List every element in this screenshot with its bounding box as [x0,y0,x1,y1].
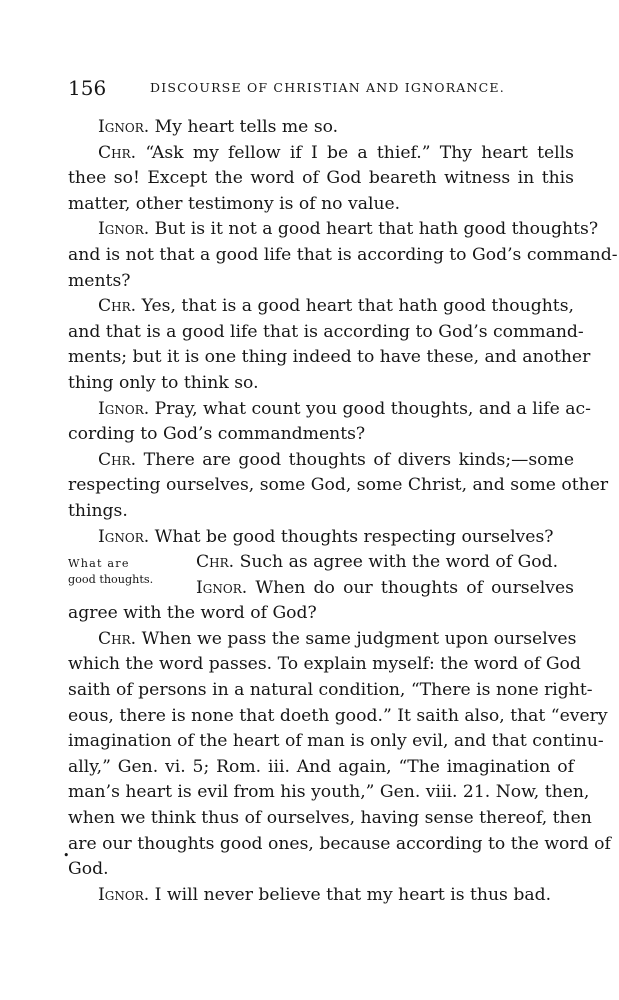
speaker-ignorance: Ignor. [98,219,150,240]
speaker-ignorance: Ignor. [196,577,248,598]
speaker-christian: Chr. [98,449,137,470]
text-line: Ignor. My heart tells me so. [98,117,339,137]
text-line: things. [68,500,128,521]
page-header [68,76,572,102]
text-line: eous, there is none that doeth good.” It saith also, that “every [68,705,608,726]
speaker-christian: Chr. [196,552,235,573]
text-line: are our thoughts good ones, because according to the word of [68,833,611,854]
text-line: Ignor. But is it not a good heart that hath good thoughts? [98,219,599,240]
text-line: respecting ourselves, some God, some Christ, and some other [68,475,609,496]
text-line: Chr. There are good thoughts of divers kinds;—some [98,449,574,470]
running-head: DISCOURSE OF CHRISTIAN AND IGNORANCE. [150,80,505,95]
text-line: thee so! Except the word of God beareth witness in this [68,168,574,189]
text-line: ments? [68,270,131,291]
speaker-christian: Chr. [98,142,137,163]
speaker-ignorance: Ignor. [98,884,150,905]
text-line: matter, other testimony is of no value. [68,193,401,214]
text-line: Ignor. Pray, what count you good thoughts, and a life ac- [98,398,591,419]
text-line: agree with the word of God? [68,603,317,624]
speaker-ignorance: Ignor. [98,117,150,137]
text-line: imagination of the heart of man is only evil, and that continu- [68,731,604,752]
text-line: saith of persons in a natural condition, “There is none right- [68,680,593,701]
text-line: when we think thus of ourselves, having sense thereof, then [68,808,592,829]
text-line: Chr. “Ask my fellow if I be a thief.” Thy heart tells [98,142,574,163]
text-line: and that is a good life that is according to God’s command- [68,321,584,342]
text-line: ally,” Gen. vi. 5; Rom. iii. And again, “The imagination of [68,756,574,777]
text-line: Ignor. What be good thoughts respecting ourselves? [98,526,554,547]
text-line: and is not that a good life that is according to God’s command- [68,244,618,265]
page-number: 156 [68,76,107,100]
speaker-christian: Chr. [98,296,137,317]
text-line: thing only to think so. [68,372,259,393]
text-line: Chr. Yes, that is a good heart that hath good thoughts, [98,296,574,317]
margin-note-line-1: What are [68,557,130,570]
body-text [68,115,618,908]
text-line: ments; but it is one thing indeed to have these, and another [68,347,591,368]
speaker-christian: Chr. [98,628,137,649]
text-line: which the word passes. To explain myself: the word of God [68,654,581,675]
text-line: Chr. Such as agree with the word of God. [196,552,559,573]
text-line: Chr. When we pass the same judgment upon ourselves [98,628,577,649]
text-line: Ignor. I will never believe that my heart is thus bad. [98,884,552,905]
margin-note-line-2: good thoughts. [68,573,154,586]
text-line: Ignor. When do our thoughts of ourselves [196,577,574,598]
text-line: cording to God’s commandments? [68,424,366,445]
text-line: God. [68,859,109,880]
speaker-ignorance: Ignor. [98,526,150,547]
text-line: man’s heart is evil from his youth,” Gen. viii. 21. Now, then, [68,782,590,803]
stray-mark: • [63,849,70,862]
speaker-ignorance: Ignor. [98,398,150,419]
